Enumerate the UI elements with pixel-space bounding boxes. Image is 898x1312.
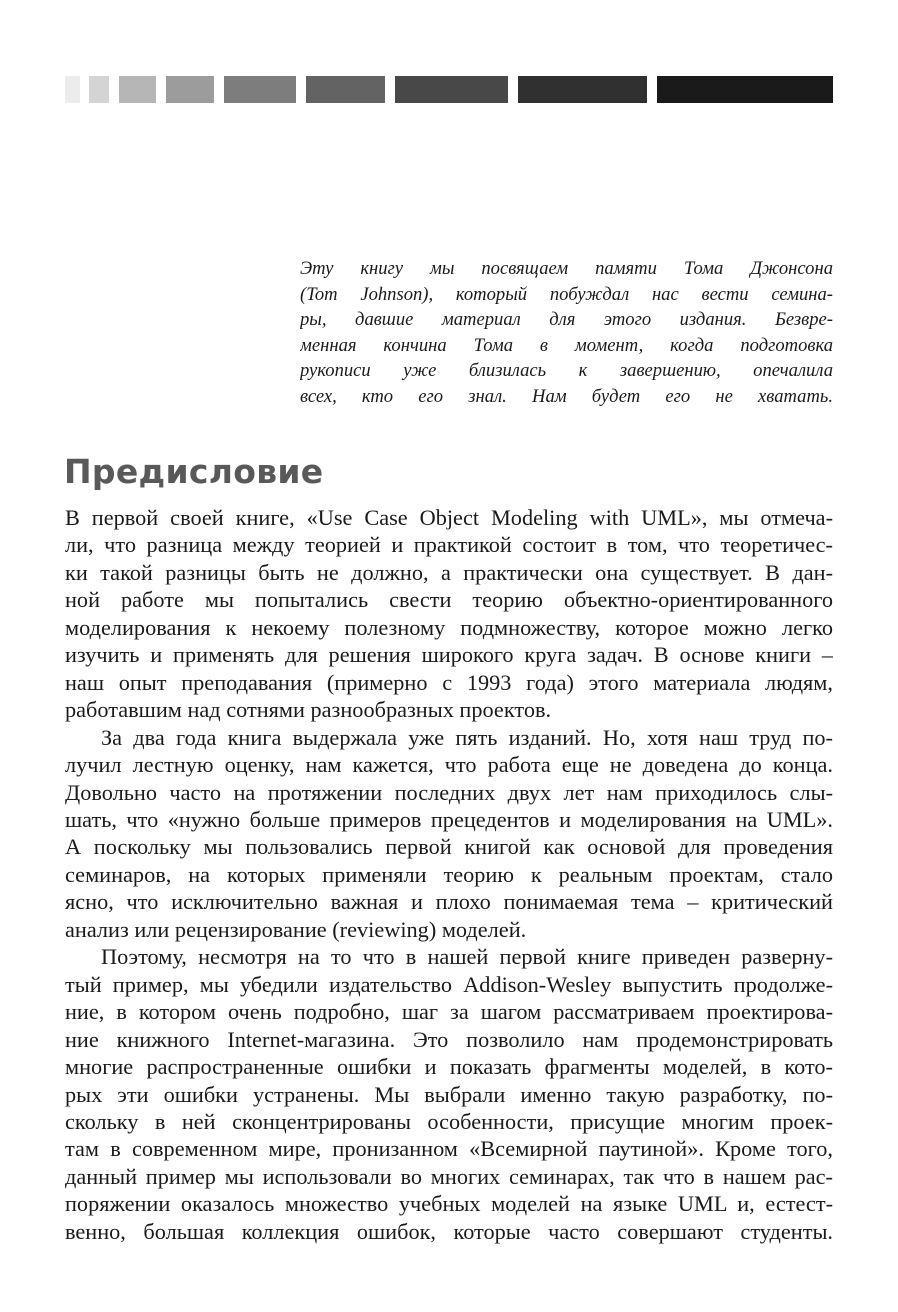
text-line: Поэтому, несмотря на то что в нашей первой книге приведен разверну- xyxy=(101,944,833,970)
text-line: лучил лестную оценку, нам кажется, что работа еще не доведена до конца. xyxy=(65,752,833,778)
text-line: наш опыт преподавания (примерно с 1993 года) этого материала людям, xyxy=(65,669,833,695)
chapter-title: Предисловие xyxy=(64,452,324,491)
epigraph-line: Эту книгу мы посвящаем памяти Тома Джонсона xyxy=(300,258,833,279)
body-text xyxy=(65,504,833,1245)
band-segment-3 xyxy=(119,76,156,103)
text-line: поряжении оказалось множество учебных моделей на языке UML и, естест- xyxy=(65,1191,833,1217)
text-line: анализ или рецензирование (reviewing) моделей. xyxy=(65,916,527,942)
paragraph-2 xyxy=(65,724,833,944)
text-line: семинаров, на которых применяли теорию к реальным проектам, стало xyxy=(65,861,833,887)
text-line: изучить и применять для решения широкого круга задач. В основе книги – xyxy=(65,642,833,668)
text-line: венно, большая коллекция ошибок, которые часто совершают студенты. xyxy=(65,1218,833,1244)
paragraph-3 xyxy=(65,943,833,1245)
band-segment-2 xyxy=(89,76,109,103)
band-segment-6 xyxy=(306,76,385,103)
epigraph-line: рукописи уже близилась к завершению, опечалила xyxy=(300,360,833,382)
text-line: ние книжного Internet-магазина. Это позволило нам продемонстрировать xyxy=(65,1026,833,1052)
band-segment-9 xyxy=(657,76,833,103)
band-segment-7 xyxy=(395,76,508,103)
text-line: Довольно часто на протяжении последних двух лет нам приходилось слы- xyxy=(65,779,833,805)
text-line: В первой своей книге, «Use Case Object Modeling with UML», мы отмеча- xyxy=(65,505,833,530)
text-line: За два года книга выдержала уже пять изданий. Но, хотя наш труд по- xyxy=(101,724,833,750)
text-line: тый пример, мы убедили издательство Addison-Wesley выпустить продолже- xyxy=(65,971,833,997)
text-line: ной работе мы попытались свести теорию объектно-ориентированного xyxy=(65,587,833,613)
text-line: скольку в ней сконцентрированы особенности, присущие многим проек- xyxy=(65,1108,833,1134)
epigraph-line: менная кончина Тома в момент, когда подготовка xyxy=(300,334,833,356)
epigraph-line: ры, давшие материал для этого издания. Безвре- xyxy=(300,309,833,331)
text-line: шать, что «нужно больше примеров прецедентов и моделирования на UML». xyxy=(65,806,833,832)
epigraph-line: всех, кто его знал. Нам будет его не хватать. xyxy=(300,385,833,407)
text-line: моделирования к некоему полезному подмножеству, которое можно легко xyxy=(65,614,833,640)
text-line: данный пример мы использовали во многих семинарах, так что в нашем рас- xyxy=(65,1163,833,1189)
text-line: ние, в котором очень подробно, шаг за шагом рассматриваем проектирова- xyxy=(65,999,833,1025)
band-segment-8 xyxy=(518,76,647,103)
epigraph-line: (Tom Johnson), который побуждал нас вести семина- xyxy=(300,283,833,305)
text-line: ли, что разница между теорией и практикой состоит в том, что теоретичес- xyxy=(65,532,833,558)
paragraph-1 xyxy=(65,504,833,724)
text-line: рых эти ошибки устранены. Мы выбрали именно такую разработку, по- xyxy=(65,1081,833,1107)
band-segment-1 xyxy=(65,76,80,103)
band-segment-4 xyxy=(166,76,214,103)
text-line: ясно, что исключительно важная и плохо понимаемая тема – критический xyxy=(65,889,833,915)
text-line: многие распространенные ошибки и показать фрагменты моделей, в кото- xyxy=(65,1054,833,1080)
text-line: А поскольку мы пользовались первой книгой как основой для проведения xyxy=(65,834,833,860)
header-gradient-band xyxy=(65,76,833,103)
text-line: ки такой разницы быть не должно, а практически она существует. В дан- xyxy=(65,559,833,585)
text-line: работавшим над сотнями разнообразных проектов. xyxy=(65,697,552,723)
band-segment-5 xyxy=(224,76,296,103)
text-line: там в современном мире, пронизанном «Всемирной паутиной». Кроме того, xyxy=(65,1136,833,1162)
dedication-epigraph xyxy=(300,256,833,410)
